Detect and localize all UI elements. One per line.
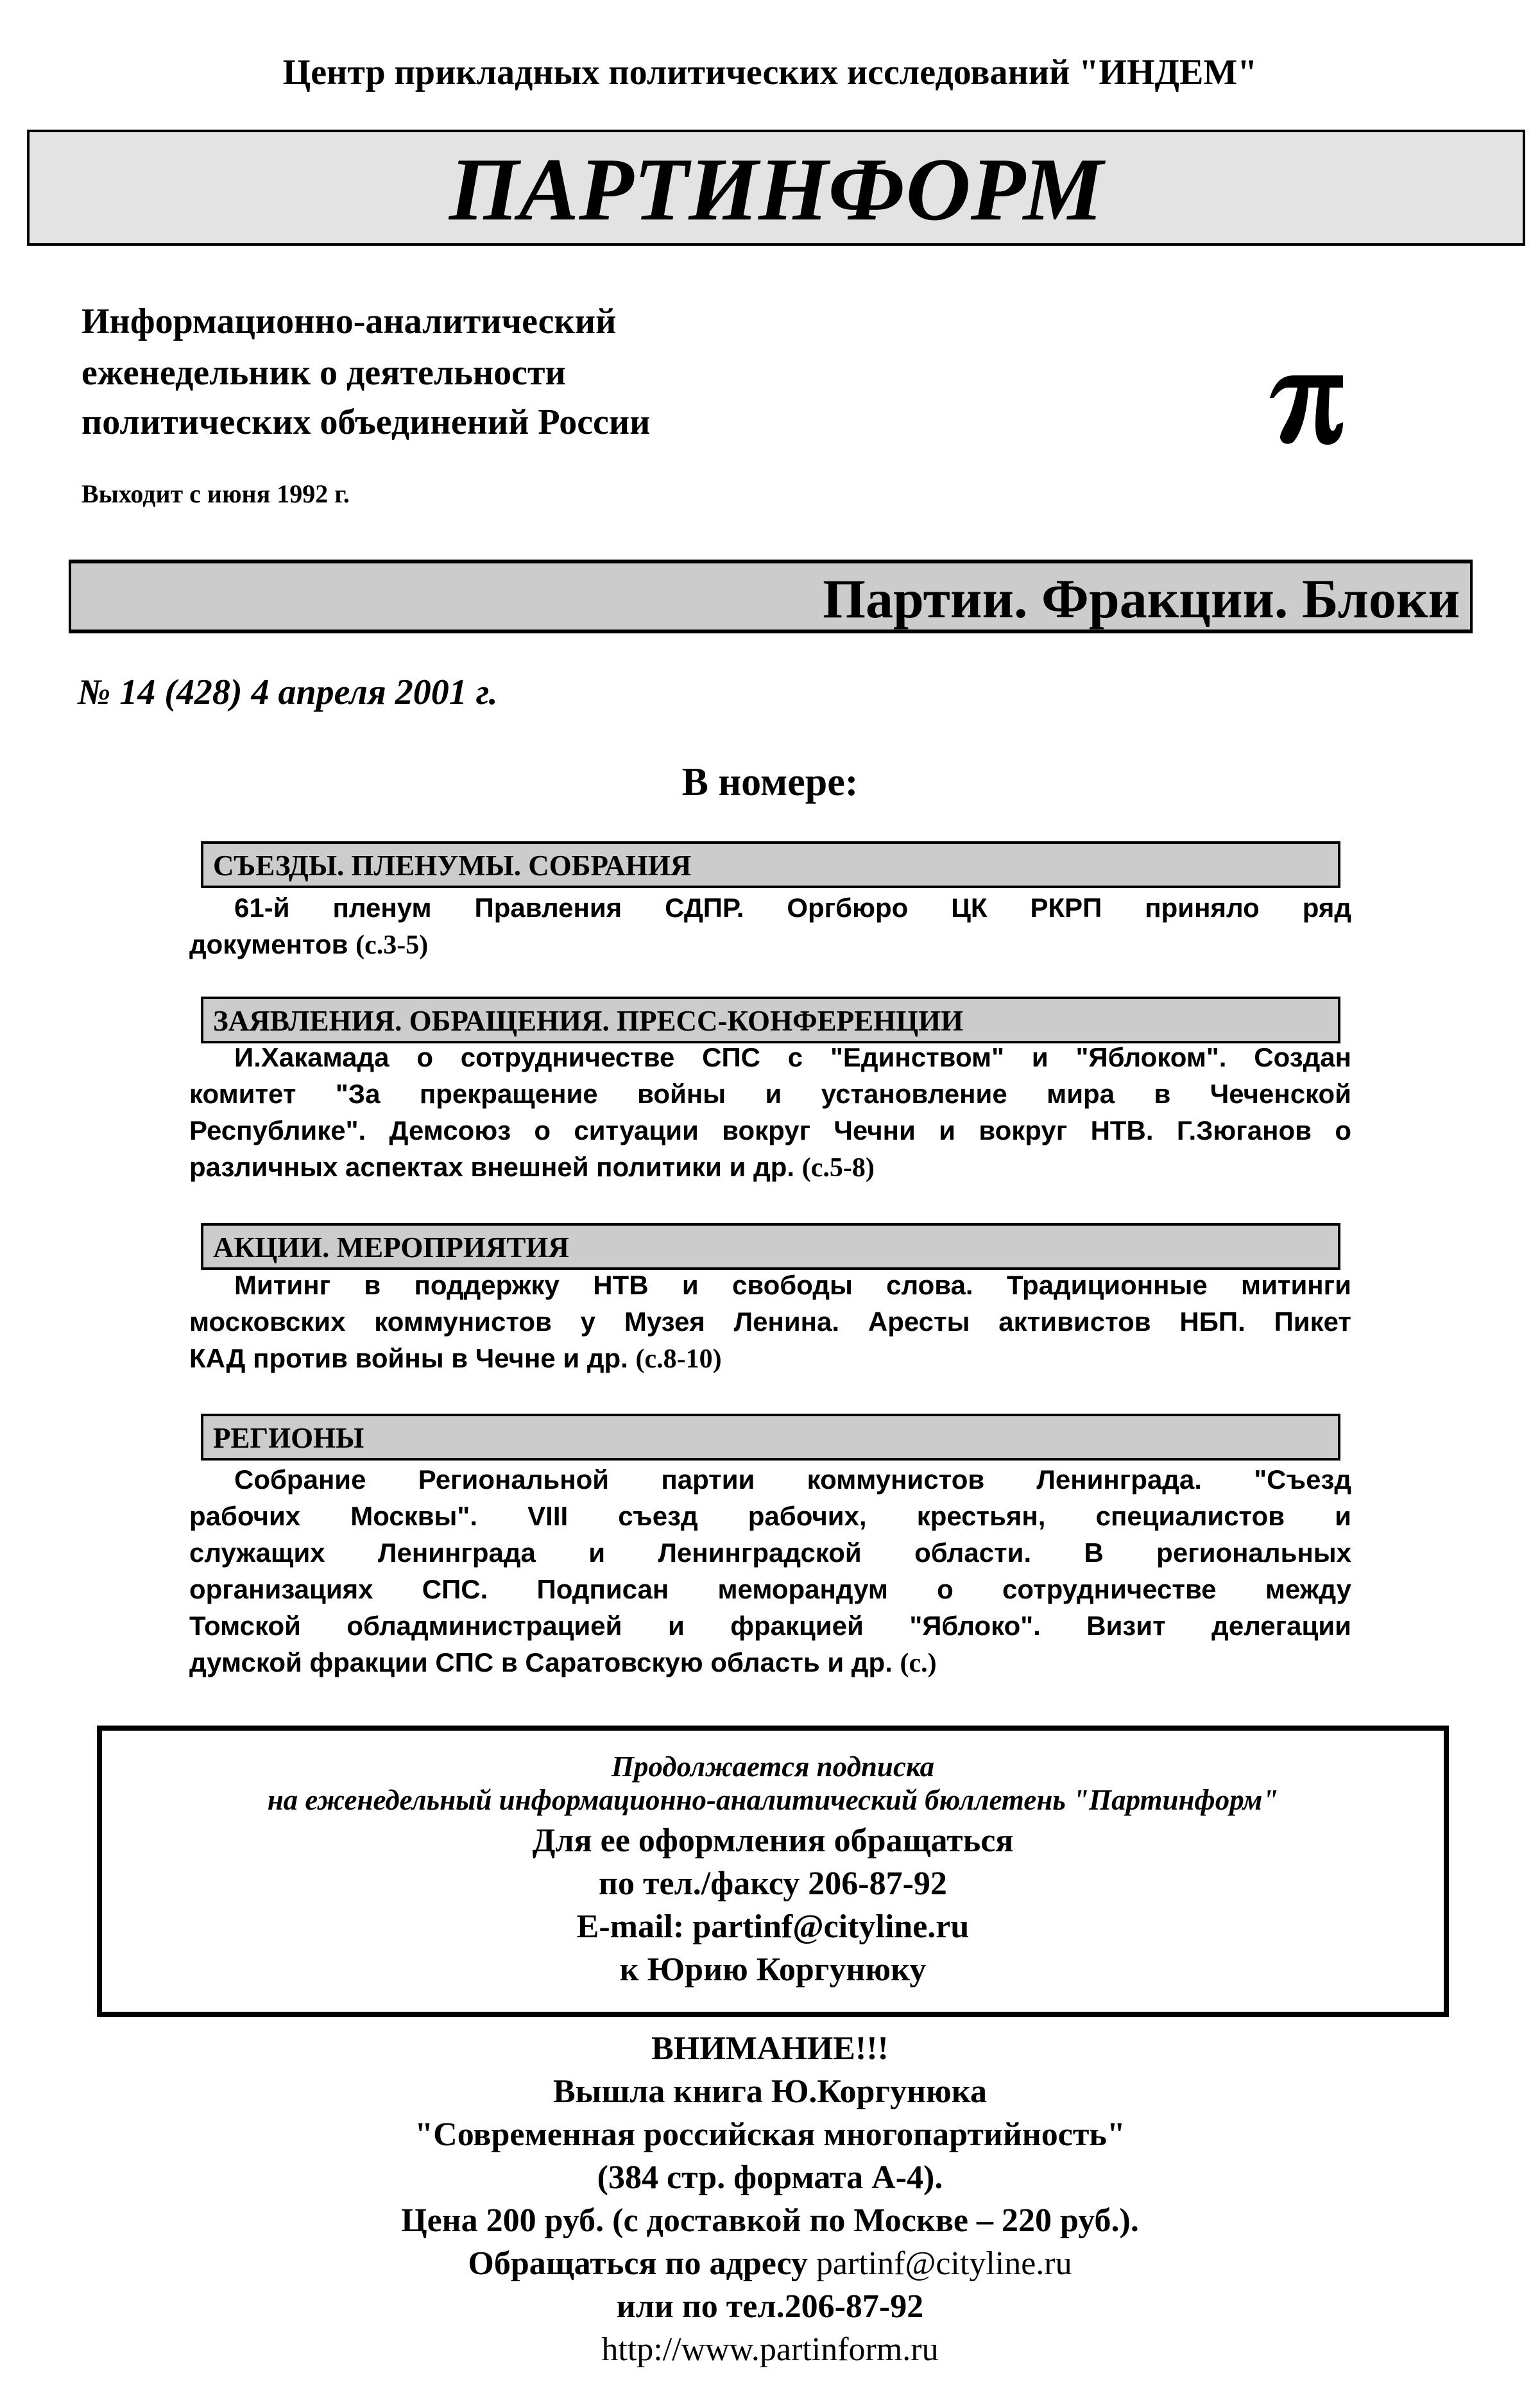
subscription-contact-person: к Юрию Коргунюку	[619, 1951, 927, 1988]
notice-price: Цена 200 руб. (с доставкой по Москве – 220 руб.).	[401, 2202, 1139, 2239]
rubric-header	[201, 1414, 1340, 1461]
subscription-heading: Продолжается подписка	[611, 1751, 935, 1783]
rubric-title: РЕГИОНЫ	[213, 1422, 364, 1454]
page-reference: (с.3-5)	[355, 930, 429, 960]
publication-since: Выходит с июня 1992 г.	[81, 479, 350, 508]
subscription-phone: по тел./факсу 206-87-92	[599, 1865, 947, 1902]
summary-line-text: думской фракции СПС в Саратовскую область и др.	[189, 1647, 893, 1677]
summary-line: московских коммунистов у Музея Ленина. Аресты активистов НБП. Пикет	[189, 1307, 1351, 1337]
summary-line-last	[189, 1340, 1351, 1376]
section-bar	[69, 560, 1473, 633]
subtitle-line: Информационно-аналитический	[81, 302, 617, 341]
section-bar-title: Партии. Фракции. Блоки	[823, 568, 1460, 630]
rubric-summary	[189, 1461, 1351, 1681]
notice-book-format: (384 стр. формата А-4).	[597, 2159, 943, 2196]
contents-heading: В номере:	[681, 760, 859, 804]
subscription-email: E-mail: partinf@cityline.ru	[576, 1908, 970, 1945]
summary-line-last	[189, 926, 1351, 963]
page-reference: (с.8-10)	[635, 1344, 722, 1374]
summary-line-last	[189, 1644, 1351, 1681]
rubric-title: ЗАЯВЛЕНИЯ. ОБРАЩЕНИЯ. ПРЕСС-КОНФЕРЕНЦИИ	[213, 1005, 964, 1037]
summary-line-last	[189, 1149, 1351, 1185]
pi-left-leg	[1280, 388, 1308, 444]
rubric-header	[201, 841, 1340, 888]
summary-line: Республике". Демсоюз о ситуации вокруг Чечни и вокруг НТВ. Г.Зюганов о	[189, 1115, 1351, 1145]
summary-line: организациях СПС. Подписан меморандум о сотрудничестве между	[189, 1574, 1351, 1604]
notice-book-line: Вышла книга Ю.Коргунюка	[553, 2073, 987, 2110]
notice-book-title: "Современная российская многопартийность"	[415, 2116, 1125, 2153]
masthead-box	[27, 130, 1525, 246]
pi-logo-icon	[1269, 373, 1343, 445]
subtitle-line: еженедельник о деятельности	[81, 353, 566, 393]
rubric-summary	[189, 889, 1351, 963]
summary-line-text: КАД против войны в Чечне и др.	[189, 1343, 628, 1373]
summary-line: Митинг в поддержку НТВ и свободы слова. Традиционные митинги	[234, 1270, 1351, 1300]
subscription-contact-intro: Для ее оформления обращаться	[532, 1822, 1014, 1859]
notice-contact-email-link[interactable]: partinf@cityline.ru	[816, 2245, 1072, 2282]
subtitle-line: политических объединений России	[81, 402, 651, 442]
summary-line: 61-й пленум Правления СДПР. Оргбюро ЦК РКРП приняло ряд	[234, 893, 1351, 923]
page-reference: (с.)	[900, 1649, 937, 1678]
pi-right-leg	[1315, 388, 1343, 445]
summary-line-text: документов	[189, 929, 348, 959]
rubric-header	[201, 997, 1340, 1043]
notice-phone: или по тел.206-87-92	[616, 2288, 924, 2325]
rubric-summary	[189, 1039, 1351, 1185]
organization-title: Центр прикладных политических исследований "ИНДЕМ"	[282, 53, 1258, 92]
summary-line: И.Хакамада о сотрудничестве СПС с "Единством" и "Яблоком". Создан	[234, 1042, 1351, 1072]
notice-contact	[0, 2247, 1540, 2281]
rubric-title: АКЦИИ. МЕРОПРИЯТИЯ	[213, 1231, 569, 1264]
page-reference: (с.5-8)	[801, 1153, 875, 1183]
subscription-box	[97, 1726, 1449, 2017]
summary-line-text: различных аспектах внешней политики и др.	[189, 1152, 795, 1182]
summary-line: Томской обладминистрацией и фракцией "Яблоко". Визит делегации	[189, 1611, 1351, 1641]
subscription-description: на еженедельный информационно-аналитический бюллетень "Партинформ"	[267, 1784, 1279, 1816]
website-link[interactable]: http://www.partinform.ru	[601, 2331, 939, 2368]
summary-line: комитет "За прекращение войны и установление мира в Чеченской	[189, 1079, 1351, 1109]
masthead-title: ПАРТИНФОРМ	[449, 140, 1104, 239]
summary-line: рабочих Москвы". VIII съезд рабочих, крестьян, специалистов и	[189, 1501, 1351, 1531]
summary-line: служащих Ленинграда и Ленинградской области. В региональных	[189, 1538, 1351, 1568]
issue-number: № 14 (428) 4 апреля 2001 г.	[78, 673, 498, 712]
summary-line: Собрание Региональной партии коммунистов Ленинграда. "Съезд	[234, 1464, 1351, 1495]
rubric-header	[201, 1223, 1340, 1270]
notice-attention: ВНИМАНИЕ!!!	[651, 2030, 889, 2067]
rubric-title: СЪЕЗДЫ. ПЛЕНУМЫ. СОБРАНИЯ	[213, 850, 692, 882]
rubric-summary	[189, 1267, 1351, 1376]
notice-contact-prefix: Обращаться по адресу	[468, 2245, 808, 2282]
